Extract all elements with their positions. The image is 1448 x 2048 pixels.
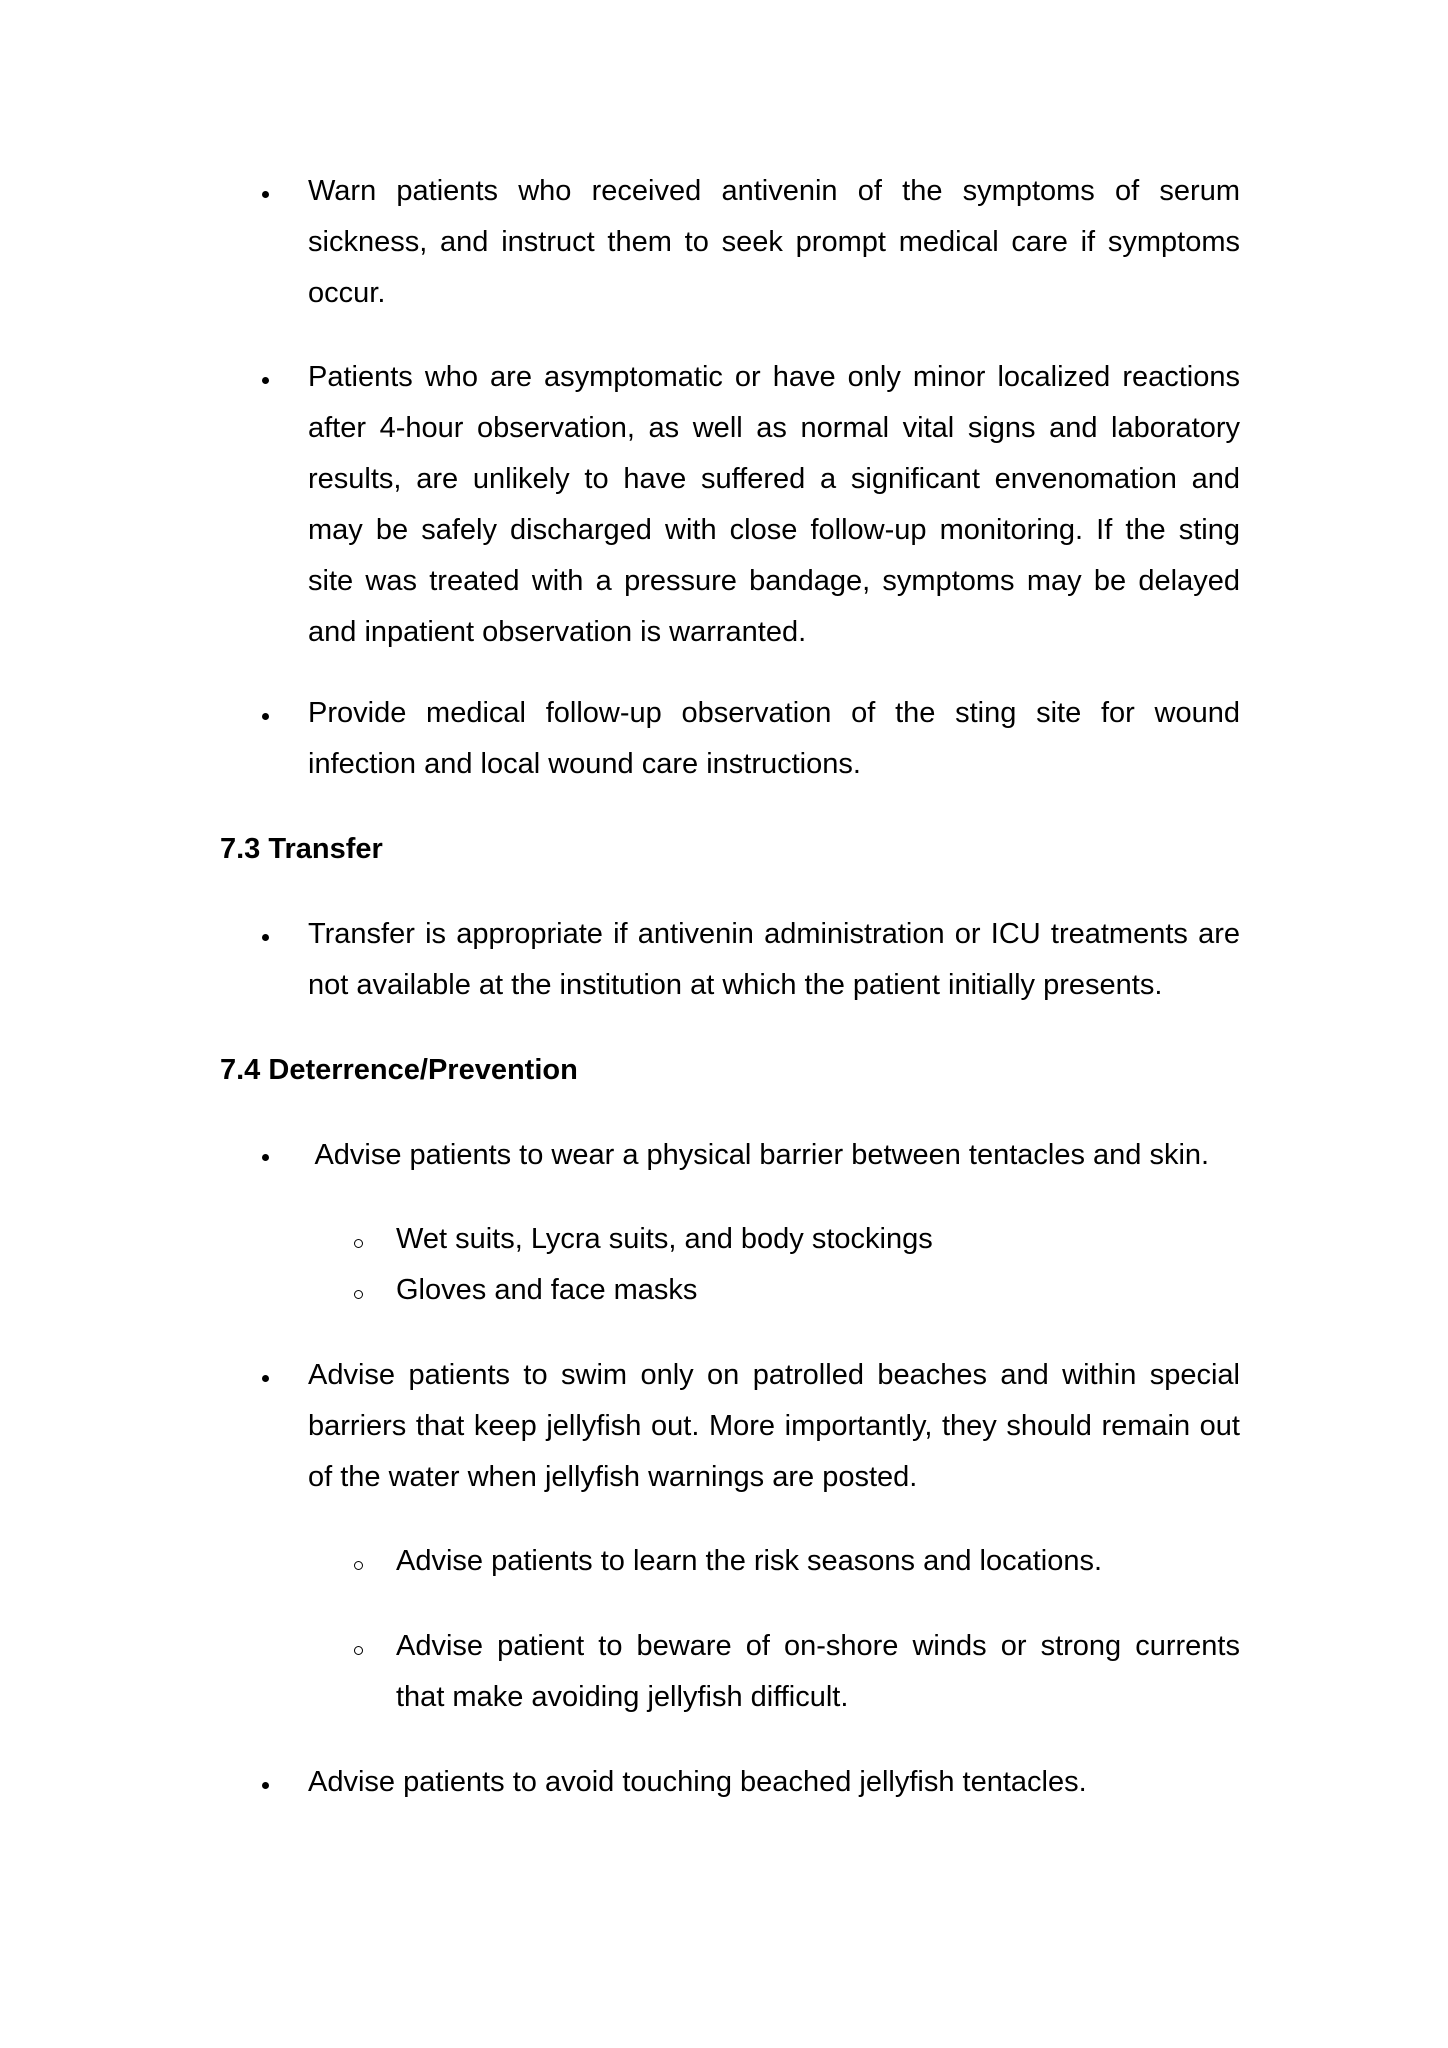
bullet-icon [262,713,276,727]
bullet-icon [262,1154,276,1168]
bullet-text-transfer: Transfer is appropriate if antivenin administration or ICU treatments are not available at the institution at which the patient initially presents. [308,918,1240,1001]
sub-bullet-icon [354,1239,363,1248]
bullet-text-barrier: Advise patients to wear a physical barrier between tentacles and skin. [308,1139,1210,1171]
sub-bullet-icon [354,1290,363,1299]
bullet-icon [262,1375,276,1389]
bullet-icon [262,377,276,391]
sub-bullet-text-seasons: Advise patients to learn the risk seasons and locations. [396,1545,1103,1577]
bullet-icon [262,934,276,948]
bullet-text-warn: Warn patients who received antivenin of the symptoms of serum sickness, and instruct them to seek prompt medical care if symptoms occur. [308,175,1240,309]
bullet-text-followup: Provide medical follow-up observation of the sting site for wound infection and local wound care instructions. [308,697,1240,780]
sub-bullet-text-winds: Advise patient to beware of on-shore winds or strong currents that make avoiding jellyfish difficult. [396,1630,1240,1713]
bullet-icon [262,191,276,205]
sub-bullet-icon [354,1561,363,1570]
bullet-text-swim: Advise patients to swim only on patrolled beaches and within special barriers that keep jellyfish out. More importantly, they should remain out of the water when jellyfish warnings are posted. [308,1359,1240,1493]
sub-bullet-icon [354,1646,363,1655]
section-heading-prevention: 7.4 Deterrence/Prevention [220,1054,578,1086]
sub-bullet-text-suits: Wet suits, Lycra suits, and body stockings [396,1223,933,1255]
bullet-icon [262,1782,276,1796]
bullet-text-beached: Advise patients to avoid touching beached jellyfish tentacles. [308,1766,1087,1798]
section-heading-transfer: 7.3 Transfer [220,833,383,865]
sub-bullet-text-gloves: Gloves and face masks [396,1274,698,1306]
bullet-text-asymptomatic: Patients who are asymptomatic or have only minor localized reactions after 4-hour observation, as well as normal vital signs and laboratory results, are unlikely to have suffered a significant envenomation and may be safely discharged with close follow-up monitoring. If the sting site was treated with a pressure bandage, symptoms may be delayed and inpatient observation is warranted. [308,361,1240,648]
